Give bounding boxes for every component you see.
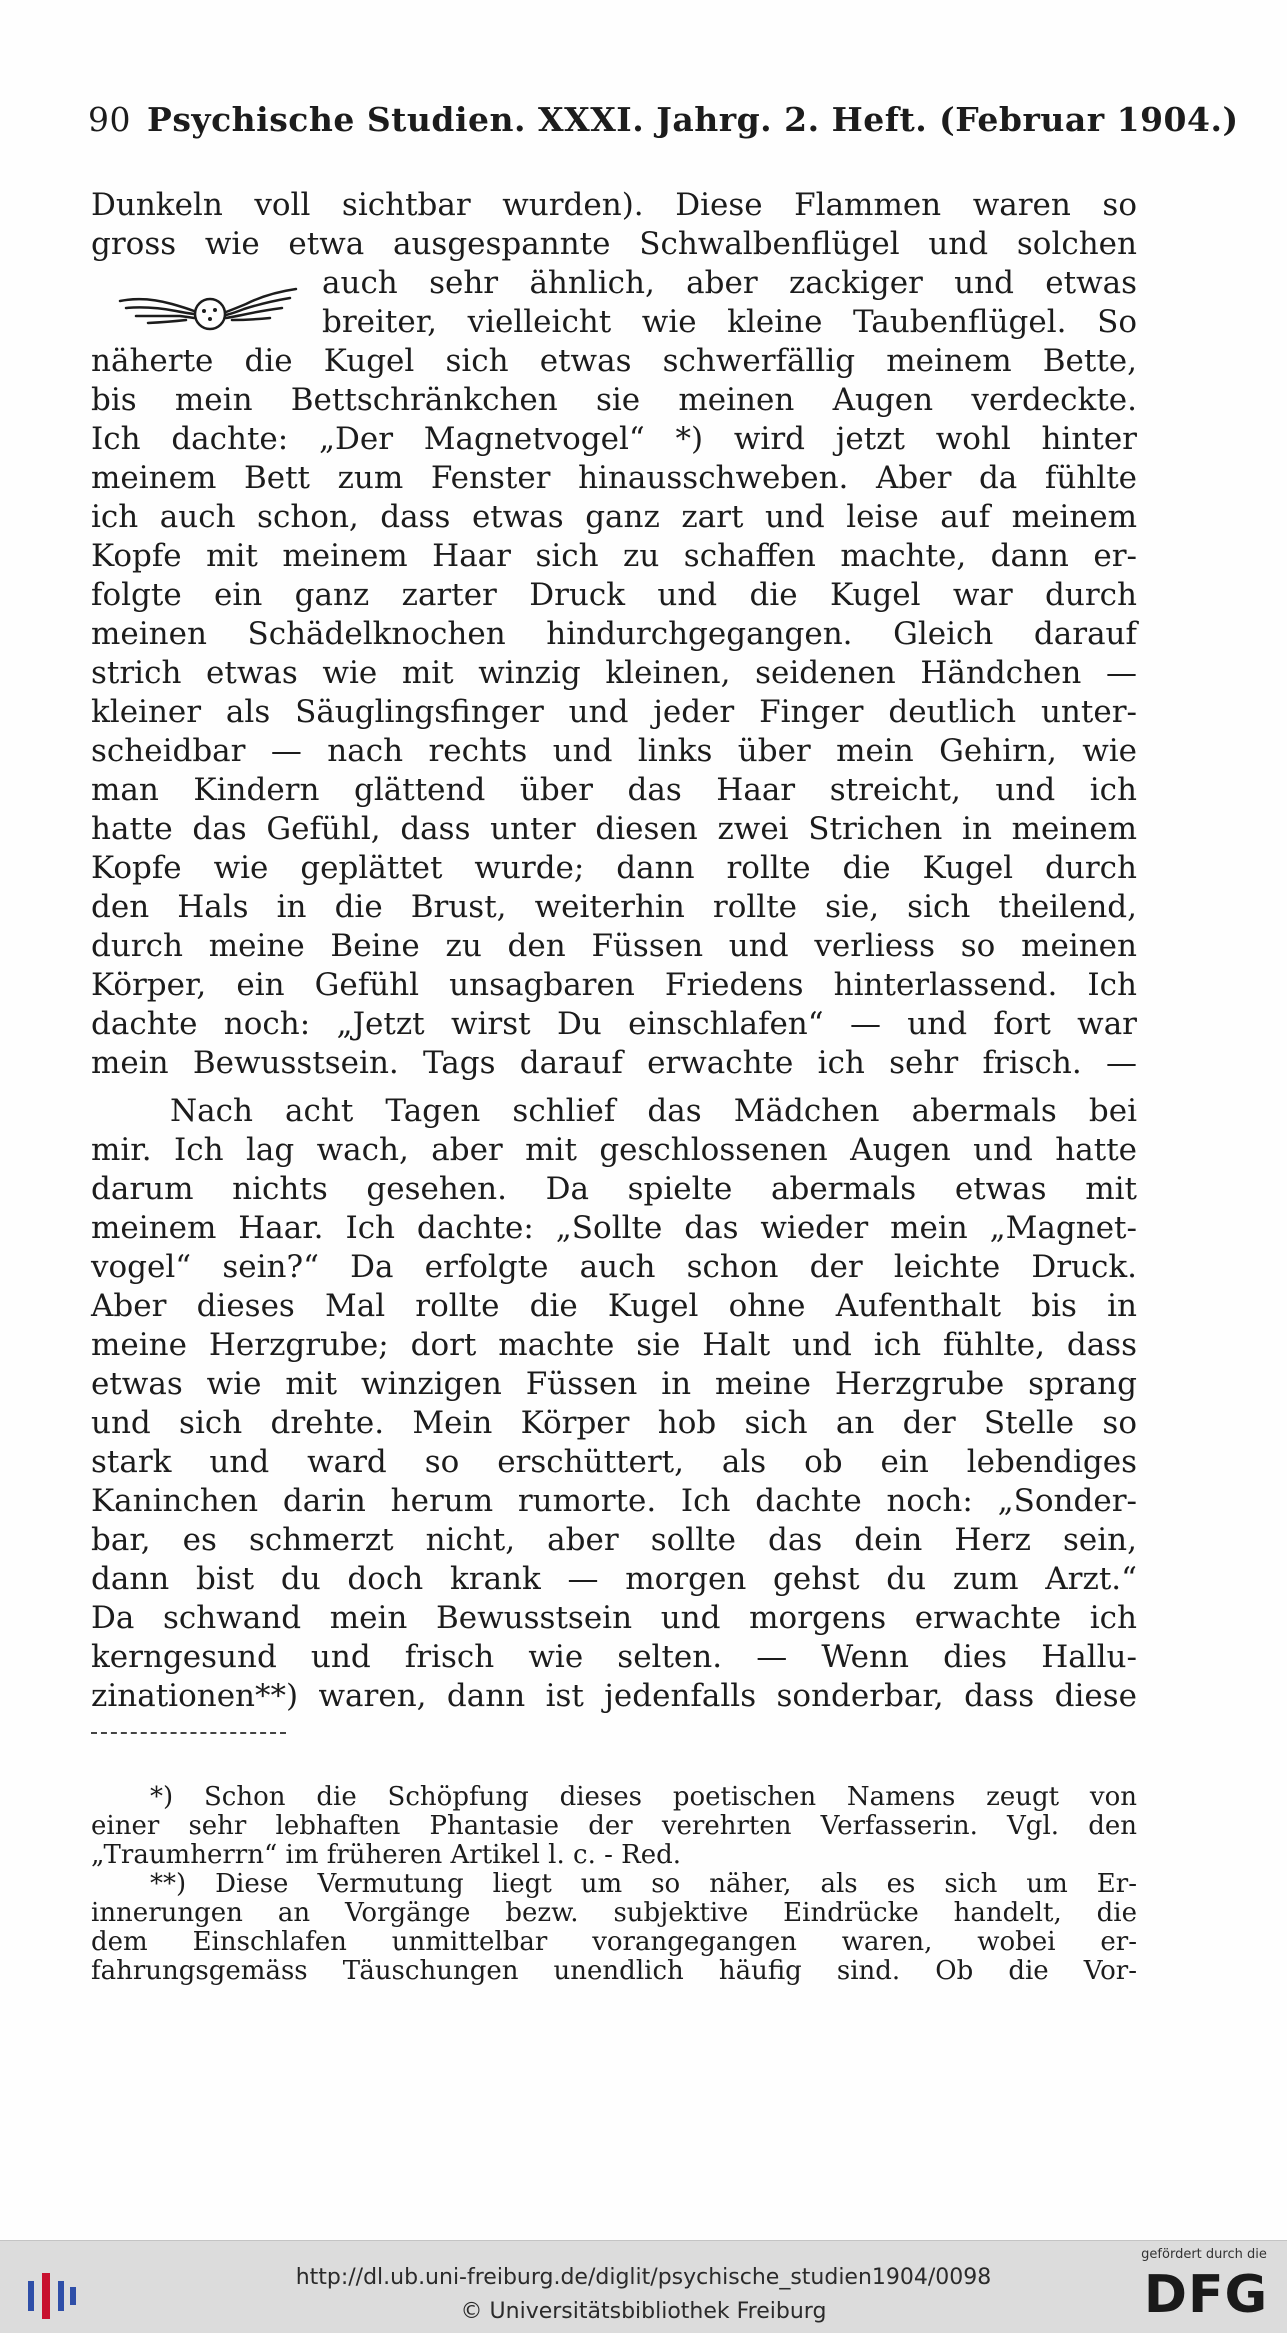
footnote-line: einer sehr lebhaften Phantasie der verehrten Verfasserin. Vgl. den <box>91 1811 1137 1841</box>
winged-sphere-icon <box>114 281 302 337</box>
body-line: etwas wie mit winzigen Füssen in meine Herzgrube sprang <box>91 1366 1137 1402</box>
body-line: kleiner als Säuglingsfinger und jeder Finger deutlich unter- <box>91 694 1137 730</box>
body-line: ich auch schon, dass etwas ganz zart und leise auf meinem <box>91 499 1137 535</box>
body-line: scheidbar — nach rechts und links über mein Gehirn, wie <box>91 733 1137 769</box>
body-line: Körper, ein Gefühl unsagbaren Friedens hinterlassend. Ich <box>91 967 1137 1003</box>
body-line: breiter, vielleicht wie kleine Taubenflügel. So <box>322 304 1137 340</box>
copyright-notice: © Universitätsbibliothek Freiburg <box>460 2299 827 2324</box>
footnote-line: innerungen an Vorgänge bezw. subjektive Eindrücke handelt, die <box>91 1898 1137 1928</box>
page-url-link[interactable]: http://dl.ub.uni-freiburg.de/diglit/psychische_studien1904/0098 <box>295 2265 992 2290</box>
funding-caption: gefördert durch die <box>1141 2247 1267 2262</box>
body-line: Kopfe wie geplättet wurde; dann rollte die Kugel durch <box>91 850 1137 886</box>
body-line: zinationen**) waren, dann ist jedenfalls sonderbar, dass diese <box>91 1678 1137 1714</box>
body-line: dann bist du doch krank — morgen gehst du zum Arzt.“ <box>91 1561 1137 1597</box>
body-line: bar, es schmerzt nicht, aber sollte das dein Herz sein, <box>91 1522 1137 1558</box>
footnote-line: fahrungsgemäss Täuschungen unendlich häufig sind. Ob die Vor- <box>91 1956 1137 1986</box>
body-line: dachte noch: „Jetzt wirst Du einschlafen“ — und fort war <box>91 1006 1137 1042</box>
body-line: vogel“ sein?“ Da erfolgte auch schon der leichte Druck. <box>91 1249 1137 1285</box>
body-line: Nach acht Tagen schlief das Mädchen abermals bei <box>170 1093 1137 1129</box>
body-line: gross wie etwa ausgespannte Schwalbenflügel und solchen <box>91 226 1137 262</box>
body-line: den Hals in die Brust, weiterhin rollte sie, sich theilend, <box>91 889 1137 925</box>
footnote-separator <box>91 1732 286 1734</box>
body-line: mein Bewusstsein. Tags darauf erwachte ich sehr frisch. — <box>91 1045 1137 1081</box>
body-line: man Kindern glättend über das Haar streicht, und ich <box>91 772 1137 808</box>
body-line: Da schwand mein Bewusstsein und morgens erwachte ich <box>91 1600 1137 1636</box>
dfg-logo: DFG <box>1143 2265 1269 2325</box>
body-line: kerngesund und frisch wie selten. — Wenn dies Hallu- <box>91 1639 1137 1675</box>
body-line: meine Herzgrube; dort machte sie Halt und ich fühlte, dass <box>91 1327 1137 1363</box>
body-line: meinen Schädelknochen hindurchgegangen. Gleich darauf <box>91 616 1137 652</box>
body-line: stark und ward so erschüttert, als ob ein lebendiges <box>91 1444 1137 1480</box>
body-line: strich etwas wie mit winzig kleinen, seidenen Händchen — <box>91 655 1137 691</box>
body-line: Kopfe mit meinem Haar sich zu schaffen machte, dann er- <box>91 538 1137 574</box>
body-line: Kaninchen darin herum rumorte. Ich dachte noch: „Sonder- <box>91 1483 1137 1519</box>
footnote-line: *) Schon die Schöpfung dieses poetischen Namens zeugt von <box>150 1782 1137 1812</box>
body-line: Aber dieses Mal rollte die Kugel ohne Aufenthalt bis in <box>91 1288 1137 1324</box>
body-line: Ich dachte: „Der Magnetvogel“ *) wird jetzt wohl hinter <box>91 421 1137 457</box>
body-line: näherte die Kugel sich etwas schwerfällig meinem Bette, <box>91 343 1137 379</box>
body-line: folgte ein ganz zarter Druck und die Kugel war durch <box>91 577 1137 613</box>
running-header <box>88 100 1239 139</box>
body-line: und sich drehte. Mein Körper hob sich an der Stelle so <box>91 1405 1137 1441</box>
body-line: mir. Ich lag wach, aber mit geschlossenen Augen und hatte <box>91 1132 1137 1168</box>
footnote-line: dem Einschlafen unmittelbar vorangegangen waren, wobei er- <box>91 1927 1137 1957</box>
body-line: durch meine Beine zu den Füssen und verliess so meinen <box>91 928 1137 964</box>
running-title: Psychische Studien. XXXI. Jahrg. 2. Heft. (Februar 1904.) <box>147 100 1239 139</box>
library-footer <box>0 2240 1287 2333</box>
body-line: Dunkeln voll sichtbar wurden). Diese Flammen waren so <box>91 187 1137 223</box>
body-line: meinem Haar. Ich dachte: „Sollte das wieder mein „Magnet- <box>91 1210 1137 1246</box>
page-number: 90 <box>88 100 131 139</box>
body-line: hatte das Gefühl, dass unter diesen zwei Strichen in meinem <box>91 811 1137 847</box>
footnote-line: „Traumherrn“ im früheren Artikel l. c. - Red. <box>91 1840 682 1870</box>
body-line: meinem Bett zum Fenster hinausschweben. Aber da fühlte <box>91 460 1137 496</box>
body-line: darum nichts gesehen. Da spielte abermals etwas mit <box>91 1171 1137 1207</box>
footnote-line: **) Diese Vermutung liegt um so näher, als es sich um Er- <box>150 1869 1137 1899</box>
body-line: auch sehr ähnlich, aber zackiger und etwas <box>322 265 1137 301</box>
body-line: bis mein Bettschränkchen sie meinen Augen verdeckte. <box>91 382 1137 418</box>
